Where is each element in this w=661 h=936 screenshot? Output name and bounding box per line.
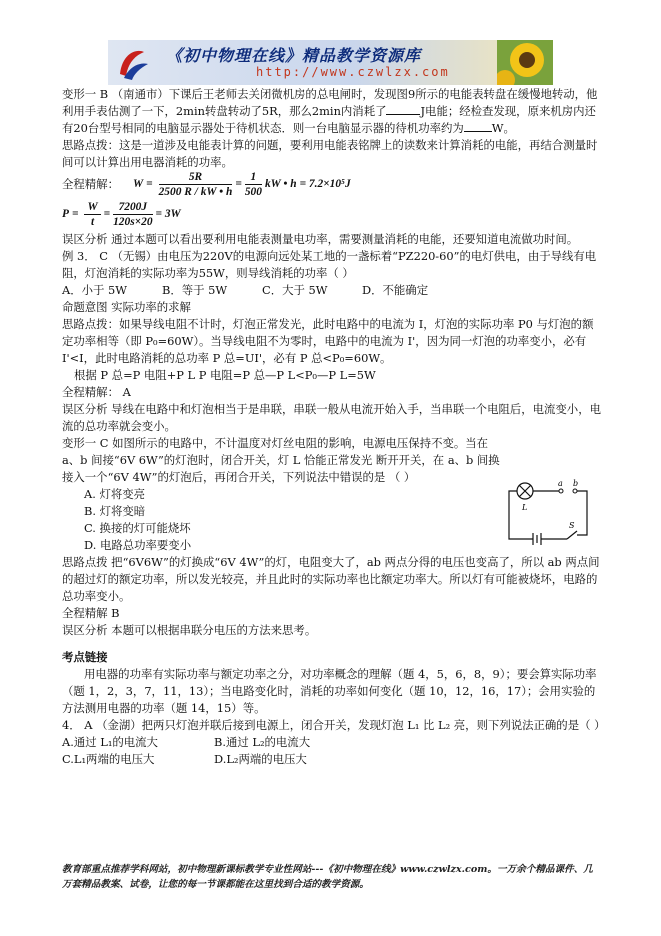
label-b: b — [573, 479, 579, 488]
paragraph: 思路点拨：这是一道涉及电能表计算的问题，要利用电能表铭牌上的读数来计算消耗的电能，再结合测量时间可以计算出用电器消耗的功率。 — [62, 138, 598, 169]
paragraph: 变形一 B （南通市）下课后王老师去关闭微机房的总电闸时，发现图9所示的电能表转盘在缓慢地转动，他利用手表估测了一下，2min转盘转动了5R，那么2min内消耗了 J电能；经检查发现，原来机房内还有20台型号相同的电脑显示器处于待机状态．则一台电脑显示器的待机功率约为 W。 — [62, 87, 598, 135]
circuit-diagram — [505, 477, 590, 549]
options-row — [62, 751, 602, 768]
option: C.L₁两端的电压大 — [62, 752, 155, 766]
answer-blank — [386, 103, 420, 115]
sunflower-image — [497, 40, 553, 85]
paragraph: 全程精解： A — [62, 385, 131, 399]
option: D．不能确定 — [362, 283, 429, 297]
banner-url[interactable]: http://www.czwlzx.com — [256, 65, 450, 79]
document-body — [62, 86, 606, 768]
paragraph: 根据 P 总=P 电阻+P L P 电阻=P 总—P L<P₀—P L=5W — [74, 368, 376, 382]
label-a: a — [558, 479, 563, 488]
fraction: $\frac{W}{t}$ — [84, 200, 100, 229]
option: D. 电路总功率要变小 — [84, 538, 192, 552]
paragraph: 变形一 C 如图所示的电路中，不计温度对灯丝电阻的影响，电源电压保持不变。当在 a、b 间接“6V 6W”的灯泡时，闭合开关，灯 L 恰能正常发光 断开开关，在 a、b 间换接入一个“6V 4W”的灯泡后，再闭合开关，下列说法中错误的是 （ ） — [62, 436, 500, 484]
option: C. 换接的灯可能烧坏 — [84, 521, 191, 535]
paragraph: 思路点拨：如果导线电阻不计时，灯泡正常发光，此时电路中的电流为 I，灯泡的实际功率 P0 与灯泡的额定功率相等（即 P₀=60W）。当导线电阻不为零时，电路中的电流为 I'，因为同一灯泡的功率变小，必有 I'<I，此时电路消耗的总功率 P 总=UI'，必有 P 总<P₀=60W。 — [62, 317, 594, 365]
option: C．大于 5W — [262, 283, 328, 297]
paragraph: 误区分析 通过本题可以看出要利用电能表测量电功率，需要测量消耗的电能，还要知道电流做功时间。 — [62, 232, 579, 246]
option: B．等于 5W — [162, 283, 228, 297]
paragraph: 全程精解 B — [62, 606, 120, 620]
label-s: S — [569, 521, 575, 530]
label-l: L — [522, 503, 528, 512]
option: B.通过 L₂的电流大 — [214, 735, 311, 749]
paragraph: 误区分析 导线在电路中和灯泡相当于是串联，串联一般从电流开始入手，当串联一个电阻后，电流变小，电流的总功率就会变小。 — [62, 402, 601, 433]
option: A.通过 L₁的电流大 — [62, 735, 158, 749]
paragraph: 4． A （金湖）把两只灯泡并联后接到电源上，闭合开关，发现灯泡 L₁ 比 L₂ 亮，则下列说法正确的是（ ） — [62, 718, 606, 732]
section-title: 考点链接 — [62, 650, 108, 664]
option: A．小于 5W — [62, 283, 127, 297]
paragraph: 例 3． C （无锡）由电压为220V的电源向远处某工地的一盏标着“PZ220-60”的电灯供电，由于导线有电阻，灯泡消耗的实际功率为55W，则导线消耗的功率（ ） — [62, 249, 597, 280]
fraction: $\frac{5R}{2500 R / kW • h}$ — [158, 170, 233, 198]
paragraph: 命题意图 实际功率的求解 — [62, 300, 191, 314]
options-row — [62, 282, 602, 299]
formula-row: P = $\frac{W}{t}$ = $\frac{7200J}{120s\times 20}$ = 3W — [62, 200, 181, 228]
fraction: $\frac{7200J}{120s\times 20}$ — [113, 200, 153, 228]
formula-row: 全程精解： W = $\frac{5R}{2500 R / kW • h}$ = $\frac{1}{500}$ kW • h = 7.2×10⁵J — [62, 170, 351, 198]
paragraph: 用电器的功率有实际功率与额定功率之分，对功率概念的理解（题 4，5，6，8，9）；要会算实际功率（题 1，2，3，7，11，13）；当电路变化时，消耗的功率如何变化（题 10，12，16，17）；会用实验的方法测用电器的功率（题 14，15）等。 — [62, 667, 597, 715]
paragraph: 思路点拨 把“6V6W”的灯换成“6V 4W”的灯，电阻变大了，ab 两点分得的电压也变高了，所以 ab 两点间的超过灯的额定功率，所以发光较亮，并且此时的实际功率也比额定功率大。所以灯有可能被烧坏，电路的总功率变小。 — [62, 555, 600, 603]
logo-icon — [114, 44, 152, 82]
fraction: $\frac{1}{500}$ — [244, 170, 262, 198]
answer-blank — [464, 120, 492, 132]
option: D.L₂两端的电压大 — [214, 752, 307, 766]
banner-title: 《初中物理在线》精品教学资源库 — [166, 46, 422, 65]
header-banner — [108, 40, 553, 85]
option: B. 灯将变暗 — [84, 504, 146, 518]
option: A. 灯将变亮 — [84, 487, 146, 501]
footer-note: 教育部重点推荐学科网站，初中物理新课标教学专业性网站---《初中物理在线》www.czwlzx.com。一万余个精品课件、几万套精品教案、试卷，让您的每一节课都能在这里找到合适的教学资源。 — [62, 864, 593, 890]
paragraph: 误区分析 本题可以根据串联分电压的方法来思考。 — [62, 623, 317, 637]
options-row — [62, 734, 602, 751]
